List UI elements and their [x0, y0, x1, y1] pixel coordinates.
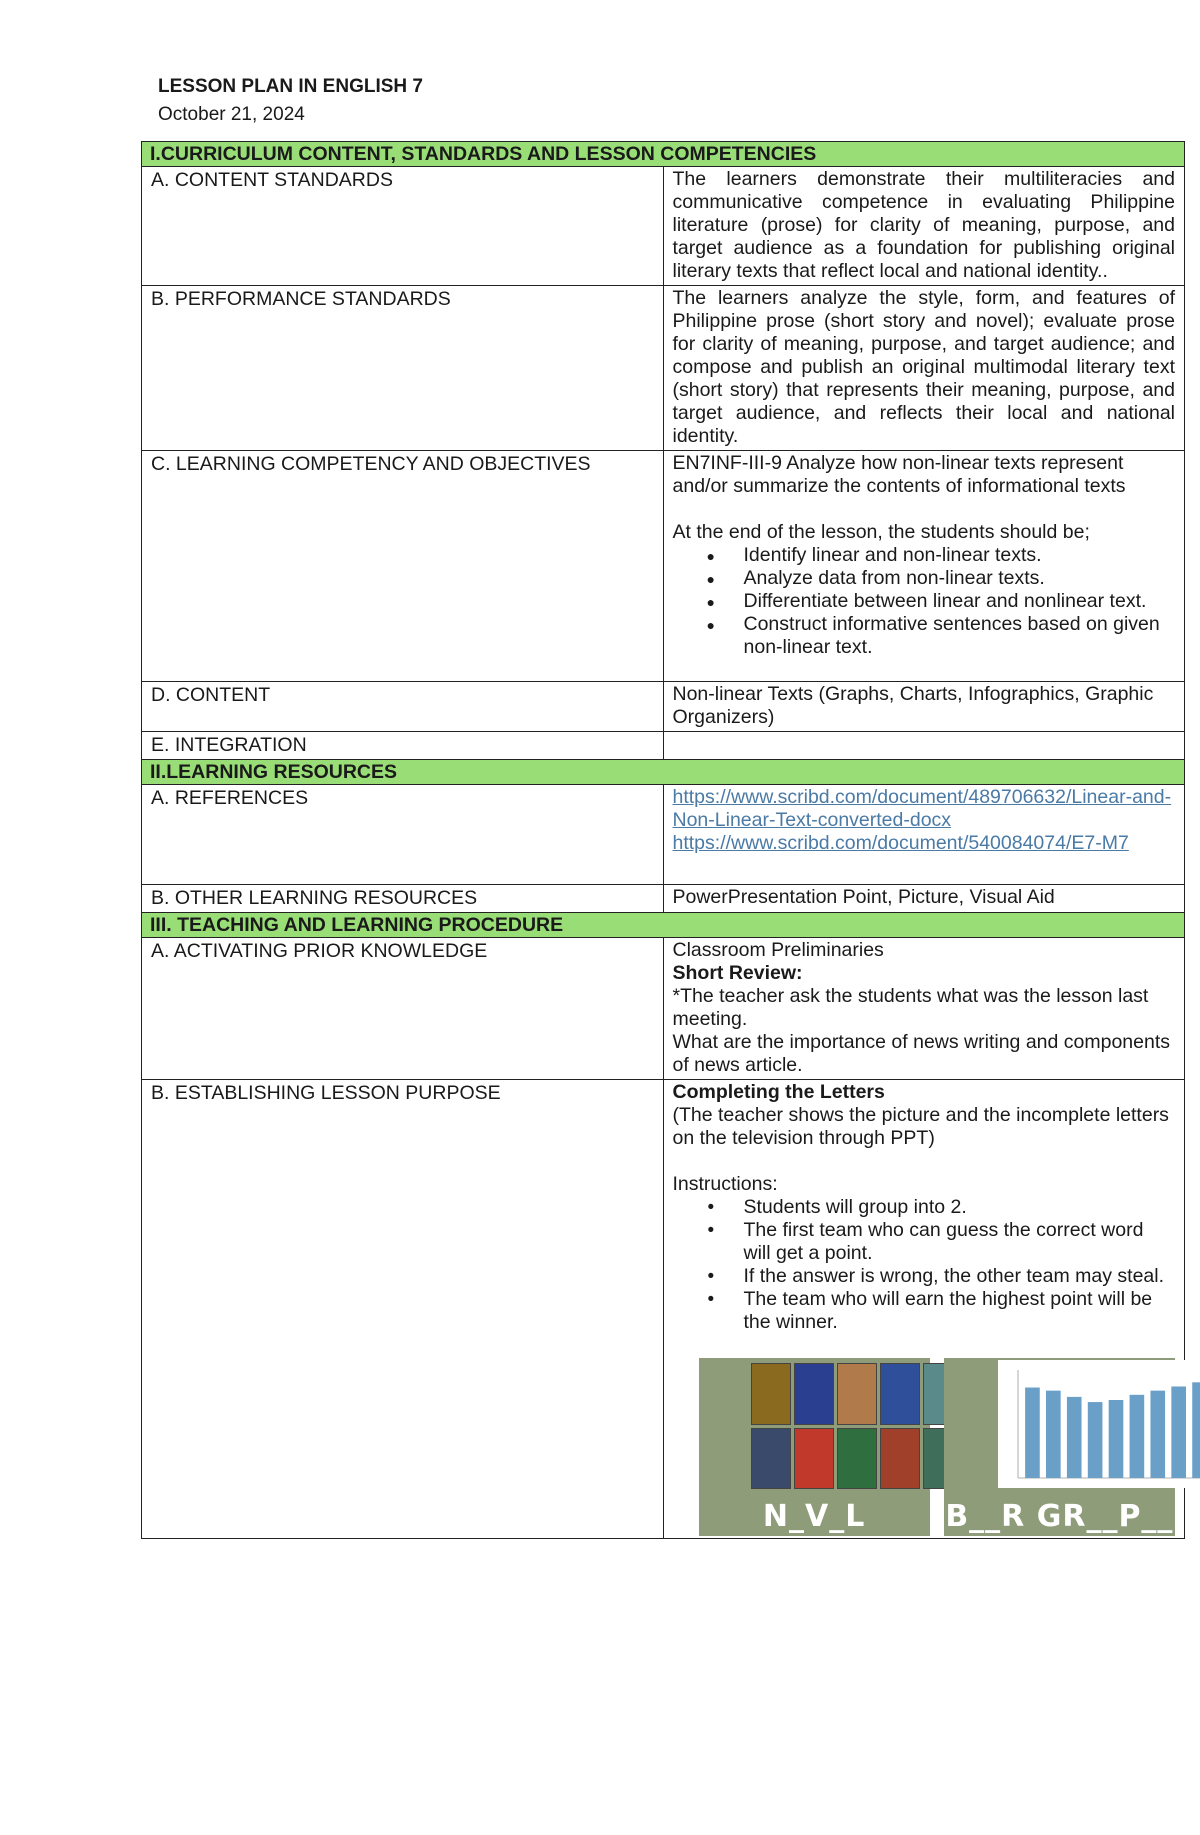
- bar-chart: [998, 1360, 1200, 1488]
- row-text: The learners demonstrate their multiliteracies and communicative competence in evaluating Philippine literature (prose) for clarity of meaning, purpose, and target audience as a foundation for publishing original literary texts that reflect local and national identity..: [663, 167, 1185, 286]
- row-references: [142, 785, 1185, 885]
- lesson-plan-table: [141, 141, 1185, 1539]
- row-label: A. CONTENT STANDARDS: [142, 167, 664, 286]
- references-cell: [663, 785, 1185, 885]
- row-label: B. OTHER LEARNING RESOURCES: [142, 885, 664, 913]
- list-item: ● Differentiate between linear and nonlinear text.: [744, 590, 1176, 613]
- row-label: C. LEARNING COMPETENCY AND OBJECTIVES: [142, 451, 664, 682]
- list-item: ● Analyze data from non-linear texts.: [744, 567, 1176, 590]
- row-content: [142, 682, 1185, 732]
- section-header-curriculum: I.CURRICULUM CONTENT, STANDARDS AND LESSON COMPETENCIES: [142, 142, 1185, 167]
- activity-pictures: [699, 1358, 1176, 1536]
- row-competency: [142, 451, 1185, 682]
- activity-note: (The teacher shows the picture and the incomplete letters on the television through PPT): [672, 1104, 1169, 1149]
- row-label: A. REFERENCES: [142, 785, 664, 885]
- list-item: ● Construct informative sentences based on given non-linear text.: [744, 613, 1176, 659]
- review-line: *The teacher ask the students what was the lesson last meeting.: [672, 985, 1149, 1030]
- bar-7: [1150, 1391, 1165, 1478]
- bar-1: [1025, 1388, 1040, 1478]
- picture-caption: N_V_L: [762, 1499, 866, 1534]
- novel-picture: [699, 1358, 930, 1536]
- list-item: • Students will group into 2.: [744, 1196, 1176, 1219]
- objectives-list: [673, 544, 1176, 659]
- list-item: • The first team who can guess the correct word will get a point.: [744, 1219, 1176, 1265]
- bar-graph-image: [998, 1360, 1200, 1488]
- row-text: [663, 732, 1185, 760]
- reference-link-1[interactable]: https://www.scribd.com/document/489706632/Linear-and-Non-Linear-Text-converted-docx: [672, 786, 1172, 831]
- row-label: B. PERFORMANCE STANDARDS: [142, 286, 664, 451]
- activating-cell: [663, 938, 1185, 1080]
- bar-5: [1108, 1400, 1123, 1478]
- section-header-procedure: III. TEACHING AND LEARNING PROCEDURE: [142, 913, 1185, 938]
- bar-3: [1067, 1397, 1082, 1478]
- row-label: A. ACTIVATING PRIOR KNOWLEDGE: [142, 938, 664, 1080]
- list-item: ● Identify linear and non-linear texts.: [744, 544, 1176, 567]
- reference-link-2[interactable]: https://www.scribd.com/document/540084074/E7-M7: [672, 832, 1129, 854]
- row-content-standards: [142, 167, 1185, 286]
- preliminaries-text: Classroom Preliminaries: [672, 939, 884, 961]
- bar-9: [1192, 1382, 1200, 1478]
- review-line: What are the importance of news writing and components of news article.: [672, 1031, 1171, 1076]
- list-item: • If the answer is wrong, the other team may steal.: [744, 1265, 1176, 1288]
- row-activating: [142, 938, 1185, 1080]
- competency-cell: [663, 451, 1185, 682]
- instructions-label: Instructions:: [672, 1173, 778, 1195]
- row-text: Non-linear Texts (Graphs, Charts, Infographics, Graphic Organizers): [663, 682, 1185, 732]
- instructions-list: [673, 1196, 1176, 1334]
- objectives-intro: At the end of the lesson, the students should be;: [672, 521, 1090, 543]
- activity-heading: Completing the Letters: [672, 1081, 885, 1103]
- bar-4: [1088, 1402, 1103, 1478]
- row-integration: [142, 732, 1185, 760]
- section-header-resources: II.LEARNING RESOURCES: [142, 760, 1185, 785]
- establishing-cell: [663, 1080, 1185, 1539]
- row-label: E. INTEGRATION: [142, 732, 664, 760]
- list-item: • The team who will earn the highest point will be the winner.: [744, 1288, 1176, 1334]
- bar-6: [1129, 1395, 1144, 1478]
- picture-caption: B__R GR__P__: [945, 1499, 1174, 1534]
- book-covers-image: [751, 1363, 963, 1489]
- competency-code: EN7INF-III-9 Analyze how non-linear texts represent and/or summarize the contents of informational texts: [672, 452, 1126, 497]
- row-other-resources: [142, 885, 1185, 913]
- bar-2: [1046, 1391, 1061, 1478]
- row-text: The learners analyze the style, form, and features of Philippine prose (short story and novel); evaluate prose for clarity of meaning, purpose, and target audience; and compose and publish an original multimodal literary text (short story) that represents their meaning, purpose, and target audience, and reflects their local and national identity.: [663, 286, 1185, 451]
- row-text: PowerPresentation Point, Picture, Visual Aid: [663, 885, 1185, 913]
- bar-graph-picture: [944, 1358, 1175, 1536]
- row-establishing: [142, 1080, 1185, 1539]
- bar-8: [1171, 1386, 1186, 1478]
- row-performance-standards: [142, 286, 1185, 451]
- row-label: B. ESTABLISHING LESSON PURPOSE: [142, 1080, 664, 1539]
- row-label: D. CONTENT: [142, 682, 664, 732]
- document-title: LESSON PLAN IN ENGLISH 7: [158, 76, 423, 97]
- short-review-heading: Short Review:: [672, 962, 803, 984]
- document-date: October 21, 2024: [158, 104, 305, 125]
